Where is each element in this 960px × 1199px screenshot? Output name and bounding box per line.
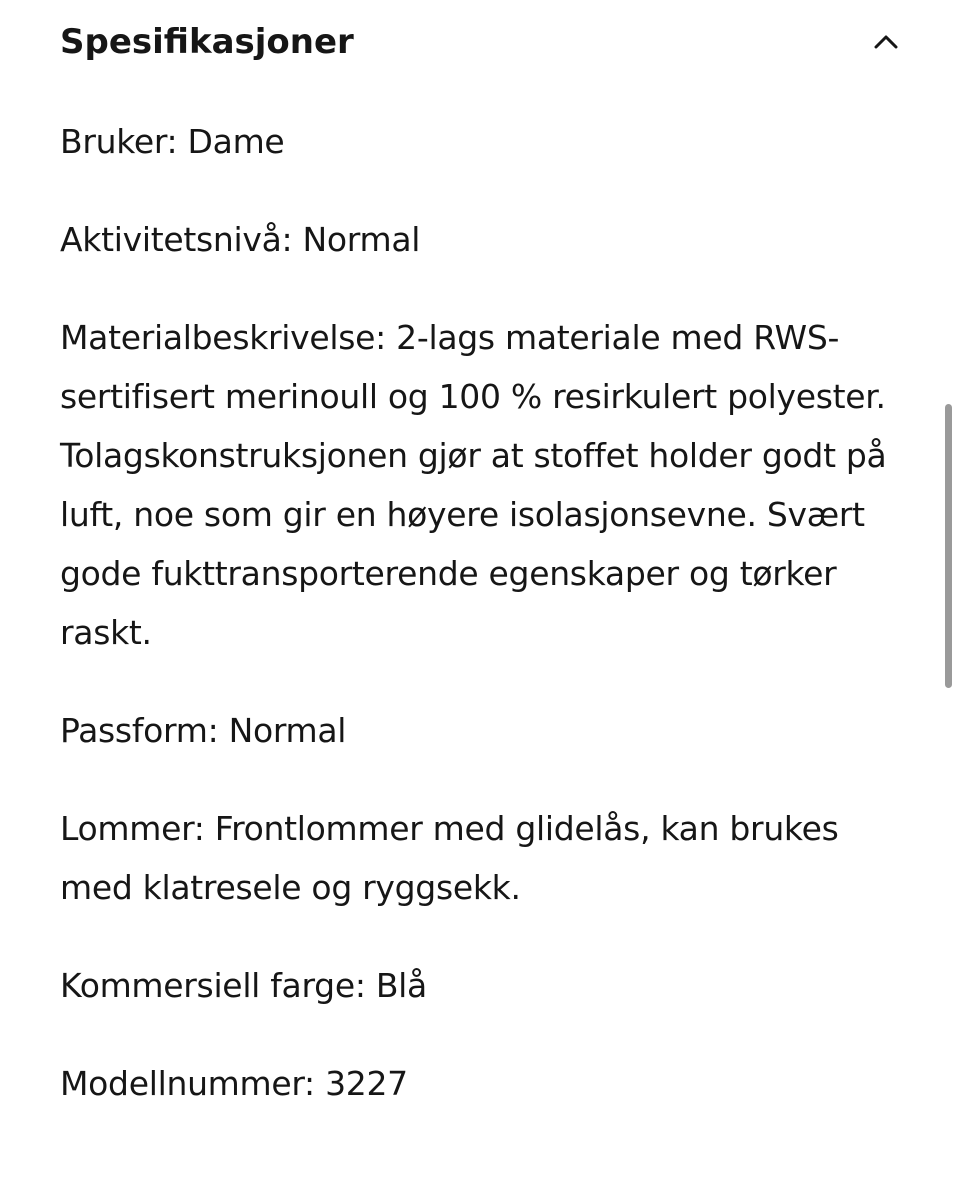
- spec-commercial-color: Kommersiell farge: Blå: [60, 966, 427, 1005]
- spec-model-number: Modellnummer: 3227: [60, 1064, 408, 1103]
- spec-pockets: Lommer: Frontlommer med glidelås, kan brukes med klatresele og ryggsekk.: [60, 809, 839, 907]
- spec-fit: Passform: Normal: [60, 711, 347, 750]
- section-title: Spesifikasjoner: [60, 22, 354, 62]
- spec-user: Bruker: Dame: [60, 122, 285, 161]
- spec-activity-level: Aktivitetsnivå: Normal: [60, 220, 421, 259]
- scrollbar-thumb[interactable]: [945, 404, 952, 688]
- accordion-header[interactable]: [60, 14, 910, 70]
- spec-material-description: Materialbeskrivelse: 2-lags materiale med RWS-sertifisert merinoull og 100 % resirkulert polyester. Tolagskonstruksjonen gjør at stoffet holder godt på luft, noe som gir en høyere isolasjonsevne. Svært gode fukttransporterende egenskaper og tørker raskt.: [60, 318, 887, 652]
- chevron-up-icon[interactable]: [868, 24, 904, 60]
- spec-list: [60, 112, 900, 1152]
